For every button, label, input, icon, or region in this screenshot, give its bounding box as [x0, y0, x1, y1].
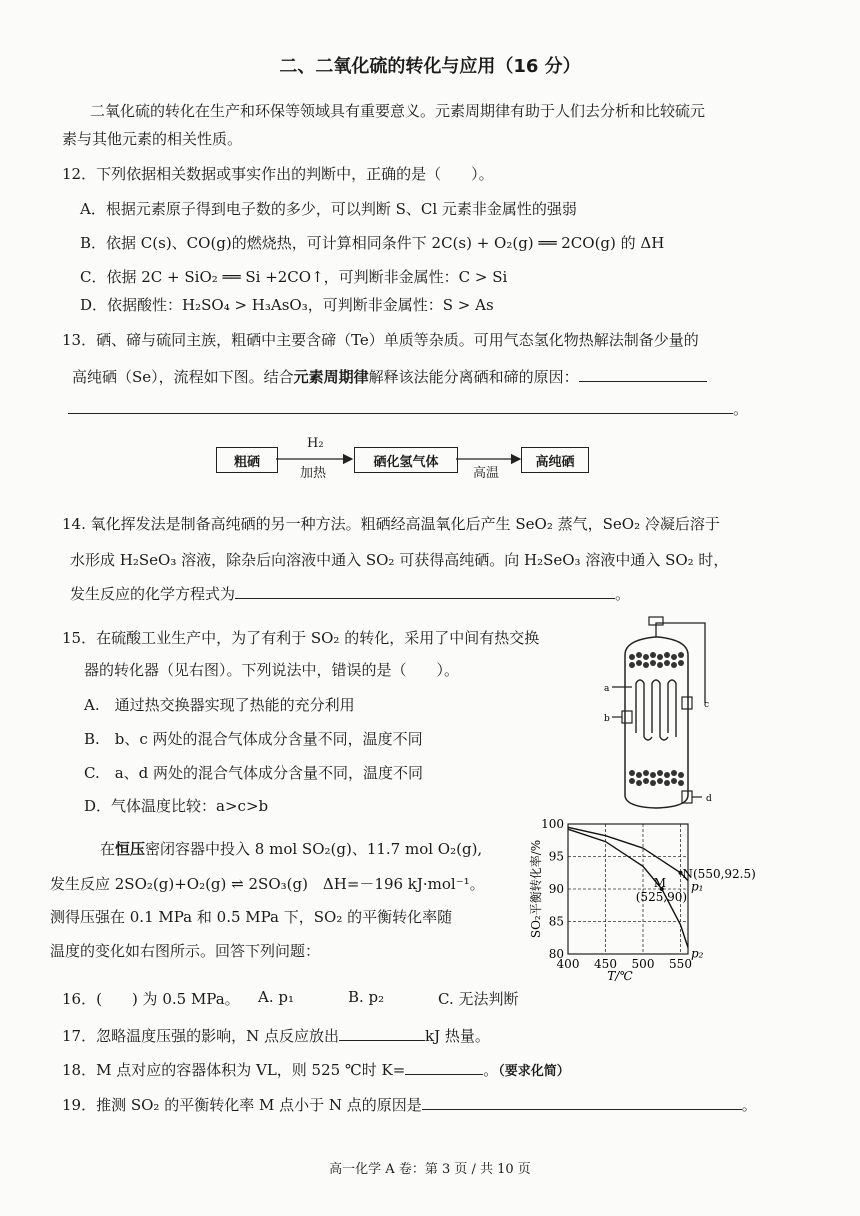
context-line-1a: 在	[100, 840, 116, 858]
q13-line-2c: 解释该法能分离硒和碲的原因：	[368, 368, 579, 386]
y-tick-label: 90	[548, 882, 564, 896]
q19-end: 。	[741, 1096, 757, 1114]
context-line-1	[100, 838, 482, 859]
q15-option-d: D．气体温度比较：a>c>b	[84, 797, 269, 815]
q13-answer-blank-1[interactable]	[579, 365, 707, 382]
q13-end: 。	[733, 400, 749, 418]
q18-note: （要求化简）	[498, 1064, 570, 1079]
q18-end: 。	[483, 1061, 499, 1079]
context-line-1c: 密闭容器中投入 8 mol SO₂(g)、11.7 mol O₂(g),	[145, 840, 483, 858]
y-tick-label: 85	[548, 914, 564, 929]
q16-option-a: A. p₁	[258, 988, 294, 1006]
section-title: 二、二氧化硫的转化与应用（16 分）	[279, 56, 581, 77]
q13-line-3	[68, 397, 748, 419]
q15-option-a: A. 通过热交换器实现了热能的充分利用	[84, 696, 355, 714]
context-bold-term: 恒压	[115, 840, 146, 858]
q15-option-c: C. a、d 两处的混合气体成分含量不同，温度不同	[84, 764, 424, 782]
y-tick-label: 95	[548, 849, 564, 864]
q14-end: 。	[615, 585, 631, 603]
q17	[62, 1024, 490, 1046]
q12-option-c: C．依据 2C + SiO₂ ══ Si +2CO↑，可判断非金属性：C > Si	[80, 268, 508, 286]
q19-answer-blank[interactable]	[422, 1093, 742, 1110]
y-tick-label: 80	[548, 947, 564, 961]
point-label-M: M	[653, 876, 667, 890]
q13-line-2	[72, 365, 707, 387]
context-line-3: 测得压强在 0.1 MPa 和 0.5 MPa 下，SO₂ 的平衡转化率随	[50, 908, 453, 926]
q12-option-a: A．根据元素原子得到电子数的多少，可以判断 S、Cl 元素非金属性的强弱	[80, 200, 577, 218]
q16-stem: 16．( ) 为 0.5 MPa。	[62, 990, 240, 1008]
flow-arrow-1-top: H₂	[307, 436, 324, 451]
q17-answer-blank[interactable]	[339, 1024, 425, 1041]
x-tick-label: 450	[594, 957, 617, 971]
label-a: a	[604, 684, 610, 694]
q17-unit: kJ 热量。	[424, 1027, 490, 1045]
q12-option-b: B．依据 C(s)、CO(g)的燃烧热，可计算相同条件下 2C(s) + O₂(g) ══ 2CO(g) 的 ΔH	[80, 234, 665, 252]
q12-option-d: D．依据酸性：H₂SO₄ > H₃AsO₃，可判断非金属性：S > As	[80, 296, 494, 314]
flow-arrow-2-bottom: 高温	[473, 466, 500, 481]
flow-arrow-1-bottom: 加热	[300, 466, 327, 481]
q17-text: 17．忽略温度压强的影响，N 点反应放出	[62, 1027, 339, 1045]
q13-line-1: 13．硒、碲与硫同主族，粗硒中主要含碲（Te）单质等杂质。可用气态氢化物热解法制备少量的	[62, 331, 699, 349]
series-line-2	[568, 829, 688, 947]
q14-line-3	[70, 582, 630, 604]
intro-line-1: 二氧化硫的转化在生产和环保等领域具有重要意义。元素周期律有助于人们去分析和比较硫元	[90, 102, 706, 120]
label-c: c	[704, 700, 710, 710]
series-label-2: p₂	[691, 946, 704, 961]
equilibrium-chart	[500, 812, 780, 994]
q14-line-2: 水形成 H₂SeO₃ 溶液，除杂后向溶液中通入 SO₂ 可获得高纯硒。向 H₂SeO₃ 溶液中通入 SO₂ 时，	[70, 551, 729, 569]
point-label-N: N(550,92.5)	[682, 866, 756, 881]
q13-line-2a: 高纯硒（Se），流程如下图。结合	[72, 368, 294, 386]
q18-text: 18．M 点对应的容器体积为 VL，则 525 ℃时 K=	[62, 1061, 406, 1079]
page-footer: 高一化学 A 卷：第 3 页 / 共 10 页	[329, 1162, 531, 1177]
q15-line-2: 器的转化器（见右图）。下列说法中，错误的是（ ）。	[84, 661, 460, 679]
x-tick-label: 400	[556, 957, 580, 971]
q14-line-1: 14. 氧化挥发法是制备高纯硒的另一种方法。粗硒经高温氧化后产生 SeO₂ 蒸气，SeO₂ 冷凝后溶于	[62, 515, 720, 533]
converter-diagram	[600, 615, 720, 825]
q12-stem: 12．下列依据相关数据或事实作出的判断中，正确的是（ ）。	[62, 165, 494, 183]
q13-bold-term: 元素周期律	[293, 368, 369, 386]
intro-line-2: 素与其他元素的相关性质。	[62, 130, 243, 148]
y-axis-label: SO₂平衡转化率/%	[529, 839, 543, 939]
point-coord-M: (525,90)	[635, 890, 688, 904]
q14-line-3-text: 发生反应的化学方程式为	[70, 585, 236, 603]
x-axis-label: T/℃	[607, 969, 633, 983]
context-line-4: 温度的变化如右图所示。回答下列问题：	[50, 942, 321, 960]
flow-box-pure-se: 高纯硒	[521, 447, 589, 473]
q16-option-b: B. p₂	[348, 988, 385, 1006]
x-tick-label: 550	[669, 957, 692, 971]
q19-text: 19．推测 SO₂ 的平衡转化率 M 点小于 N 点的原因是	[62, 1096, 422, 1114]
q14-answer-blank[interactable]	[235, 582, 615, 599]
label-b: b	[604, 714, 610, 724]
q15-option-b: B. b、c 两处的混合气体成分含量不同，温度不同	[84, 730, 423, 748]
q16-option-c: C. 无法判断	[438, 990, 519, 1008]
series-label-1: p₁	[691, 879, 704, 894]
q18-answer-blank[interactable]	[405, 1058, 483, 1075]
x-tick-label: 500	[631, 957, 655, 971]
context-line-2: 发生反应 2SO₂(g)+O₂(g) ⇌ 2SO₃(g) ΔH=－196 kJ·mol⁻¹。	[50, 875, 485, 893]
flow-box-crude-se: 粗硒	[216, 447, 278, 473]
y-tick-label: 100	[541, 817, 564, 831]
q15-line-1: 15．在硫酸工业生产中，为了有利于 SO₂ 的转化，采用了中间有热交换	[62, 629, 540, 647]
q13-answer-blank-2[interactable]	[68, 397, 733, 414]
q19	[62, 1093, 757, 1115]
label-d: d	[706, 794, 712, 804]
flow-box-h2se-gas: 硒化氢气体	[354, 447, 458, 473]
q18	[62, 1058, 570, 1080]
